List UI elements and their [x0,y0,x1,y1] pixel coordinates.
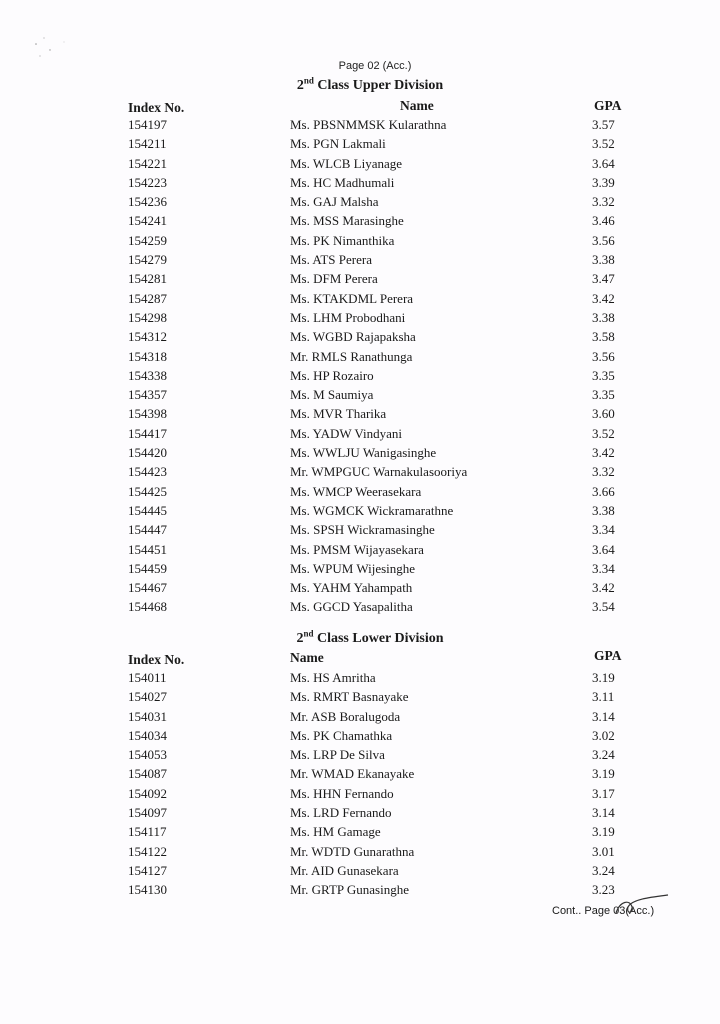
upper-header-gpa: GPA [594,98,622,113]
table-row [0,233,720,252]
lower-division-list [0,670,720,902]
gpa-cell: 3.39 [592,174,615,190]
upper-division-list [0,117,720,619]
name-cell: Ms. KTAKDML Perera [290,290,414,306]
table-row [0,863,720,882]
gpa-cell: 3.32 [592,194,615,210]
table-row [0,766,720,785]
lower-division-title [0,628,720,647]
gpa-cell: 3.19 [592,824,615,840]
index-cell: 154423 [128,464,167,480]
index-cell: 154447 [128,522,167,538]
gpa-cell: 3.42 [592,290,615,306]
gpa-cell: 3.56 [592,348,615,364]
index-cell: 154223 [128,174,167,190]
index-cell: 154031 [128,708,167,724]
table-row [0,329,720,348]
table-row [0,445,720,464]
index-cell: 154053 [128,747,167,763]
name-cell: Ms. WGBD Rajapaksha [290,329,416,345]
index-cell: 154211 [128,136,167,152]
name-cell: Ms. WGMCK Wickramarathne [290,502,454,518]
name-cell: Mr. WDTD Gunarathna [290,843,415,859]
name-cell: Ms. GAJ Malsha [290,194,379,210]
gpa-cell: 3.58 [592,329,615,345]
table-row [0,689,720,708]
gpa-cell: 3.19 [592,766,615,782]
upper-header-name: Name [400,98,434,113]
name-cell: Ms. M Saumiya [290,387,374,403]
gpa-cell: 3.17 [592,785,615,801]
gpa-cell: 3.02 [592,727,615,743]
gpa-cell: 3.52 [592,425,615,441]
table-row [0,522,720,541]
table-row [0,709,720,728]
name-cell: Mr. AID Gunasekara [290,862,399,878]
page-number: Page 02 (Acc.) [338,60,412,72]
table-row [0,349,720,368]
table-row [0,387,720,406]
table-row [0,670,720,689]
index-cell: 154117 [128,824,167,840]
gpa-cell: 3.47 [592,271,615,287]
name-cell: Mr. ASB Boralugoda [290,708,401,724]
table-row [0,136,720,155]
index-cell: 154027 [128,689,167,705]
name-cell: Ms. HHN Fernando [290,785,394,801]
upper-title-sup: nd [303,75,314,86]
name-cell: Mr. WMPGUC Warnakulasooriya [290,464,468,480]
upper-title-prefix: 2 [296,78,304,93]
index-cell: 154467 [128,580,167,596]
table-row [0,844,720,863]
name-cell: Ms. WPUM Wijesinghe [290,560,416,576]
index-cell: 154398 [128,406,167,422]
index-cell: 154417 [128,425,167,441]
index-cell: 154451 [128,541,167,557]
name-cell: Ms. WWLJU Wanigasinghe [290,445,437,461]
table-row [0,252,720,271]
index-cell: 154468 [128,599,167,615]
gpa-cell: 3.56 [592,232,615,248]
table-row [0,291,720,310]
name-cell: Ms. HS Amritha [290,670,376,685]
gpa-cell: 3.64 [592,155,615,171]
name-cell: Ms. RMRT Basnayake [290,689,409,705]
gpa-cell: 3.42 [592,580,615,596]
index-cell: 154122 [128,843,167,859]
table-row [0,561,720,580]
name-cell: Ms. LHM Probodhani [290,309,406,325]
name-cell: Mr. WMAD Ekanayake [290,766,415,782]
table-row [0,271,720,290]
name-cell: Ms. PMSM Wijayasekara [290,541,424,557]
table-row [0,464,720,483]
gpa-cell: 3.42 [592,445,615,461]
gpa-cell: 3.54 [592,599,615,615]
upper-division-title [0,75,720,94]
table-row [0,599,720,618]
table-row [0,406,720,425]
index-cell: 154445 [128,502,167,518]
gpa-cell: 3.52 [592,136,615,152]
gpa-cell: 3.23 [592,882,615,898]
index-cell: 154236 [128,194,167,210]
index-cell: 154420 [128,445,167,461]
gpa-cell: 3.35 [592,387,615,403]
gpa-cell: 3.57 [592,117,615,132]
gpa-cell: 3.66 [592,483,615,499]
gpa-cell: 3.34 [592,522,615,538]
table-row [0,786,720,805]
index-cell: 154318 [128,348,167,364]
gpa-cell: 3.38 [592,252,615,268]
index-cell: 154259 [128,232,167,248]
lower-header-gpa: GPA [594,648,622,663]
name-cell: Ms. HC Madhumali [290,174,395,190]
upper-title-rest: Class Upper Division [313,78,444,93]
name-cell: Ms. DFM Perera [290,271,378,287]
index-cell: 154130 [128,882,167,898]
name-cell: Ms. MSS Marasinghe [290,213,404,229]
lower-title-rest: Class Lower Division [313,631,444,646]
index-cell: 154097 [128,805,167,821]
name-cell: Ms. GGCD Yasapalitha [290,599,413,615]
gpa-cell: 3.46 [592,213,615,229]
gpa-cell: 3.64 [592,541,615,557]
name-cell: Ms. HP Rozairo [290,367,374,383]
table-row [0,368,720,387]
name-cell: Ms. LRP De Silva [290,747,385,763]
table-row [0,156,720,175]
name-cell: Ms. PK Chamathka [290,727,393,743]
table-row [0,484,720,503]
name-cell: Ms. YADW Vindyani [290,425,403,441]
index-cell: 154287 [128,290,167,306]
table-row [0,824,720,843]
name-cell: Ms. PGN Lakmali [290,136,386,152]
table-row [0,728,720,747]
name-cell: Ms. WMCP Weerasekara [290,483,422,499]
name-cell: Mr. GRTP Gunasinghe [290,882,409,898]
name-cell: Ms. YAHM Yahampath [290,580,413,596]
table-row [0,175,720,194]
index-cell: 154312 [128,329,167,345]
table-row [0,213,720,232]
lower-title-sup: nd [303,628,314,639]
index-cell: 154127 [128,862,167,878]
lower-header-name: Name [290,650,324,665]
table-row [0,117,720,136]
table-row [0,503,720,522]
gpa-cell: 3.24 [592,862,615,878]
gpa-cell: 3.32 [592,464,615,480]
table-row [0,426,720,445]
gpa-cell: 3.60 [592,406,615,422]
gpa-cell: 3.14 [592,708,615,724]
gpa-cell: 3.38 [592,502,615,518]
lower-title-prefix: 2 [296,631,304,646]
table-row [0,747,720,766]
gpa-cell: 3.01 [592,843,615,859]
index-cell: 154087 [128,766,167,782]
name-cell: Ms. ATS Perera [290,252,372,268]
name-cell: Ms. SPSH Wickramasinghe [290,522,435,538]
index-cell: 154092 [128,785,167,801]
table-row [0,542,720,561]
gpa-cell: 3.11 [592,689,615,705]
table-row [0,580,720,599]
name-cell: Ms. WLCB Liyanage [290,155,403,171]
name-cell: Ms. LRD Fernando [290,805,392,821]
signature-initial [612,893,672,921]
gpa-cell: 3.24 [592,747,615,763]
gpa-cell: 3.35 [592,367,615,383]
index-cell: 154034 [128,727,167,743]
gpa-cell: 3.34 [592,560,615,576]
table-row [0,194,720,213]
gpa-cell: 3.14 [592,805,615,821]
index-cell: 154357 [128,387,167,403]
index-cell: 154221 [128,155,167,171]
continuation-note: Cont.. Page 03(Acc.) [552,905,655,917]
index-cell: 154281 [128,271,167,287]
table-row [0,805,720,824]
index-cell: 154425 [128,483,167,499]
index-cell: 154197 [128,117,167,132]
index-cell: 154279 [128,252,167,268]
name-cell: Ms. MVR Tharika [290,406,387,422]
index-cell: 154338 [128,367,167,383]
index-cell: 154241 [128,213,167,229]
gpa-cell: 3.38 [592,309,615,325]
name-cell: Ms. PBSNMMSK Kularathna [290,117,447,132]
upper-header-index: Index No. [128,100,185,115]
name-cell: Ms. PK Nimanthika [290,232,395,248]
lower-header-index: Index No. [128,652,185,667]
gpa-cell: 3.19 [592,670,615,685]
index-cell: 154011 [128,670,167,685]
name-cell: Mr. RMLS Ranathunga [290,348,413,364]
name-cell: Ms. HM Gamage [290,824,381,840]
table-row [0,310,720,329]
index-cell: 154298 [128,309,167,325]
index-cell: 154459 [128,560,167,576]
